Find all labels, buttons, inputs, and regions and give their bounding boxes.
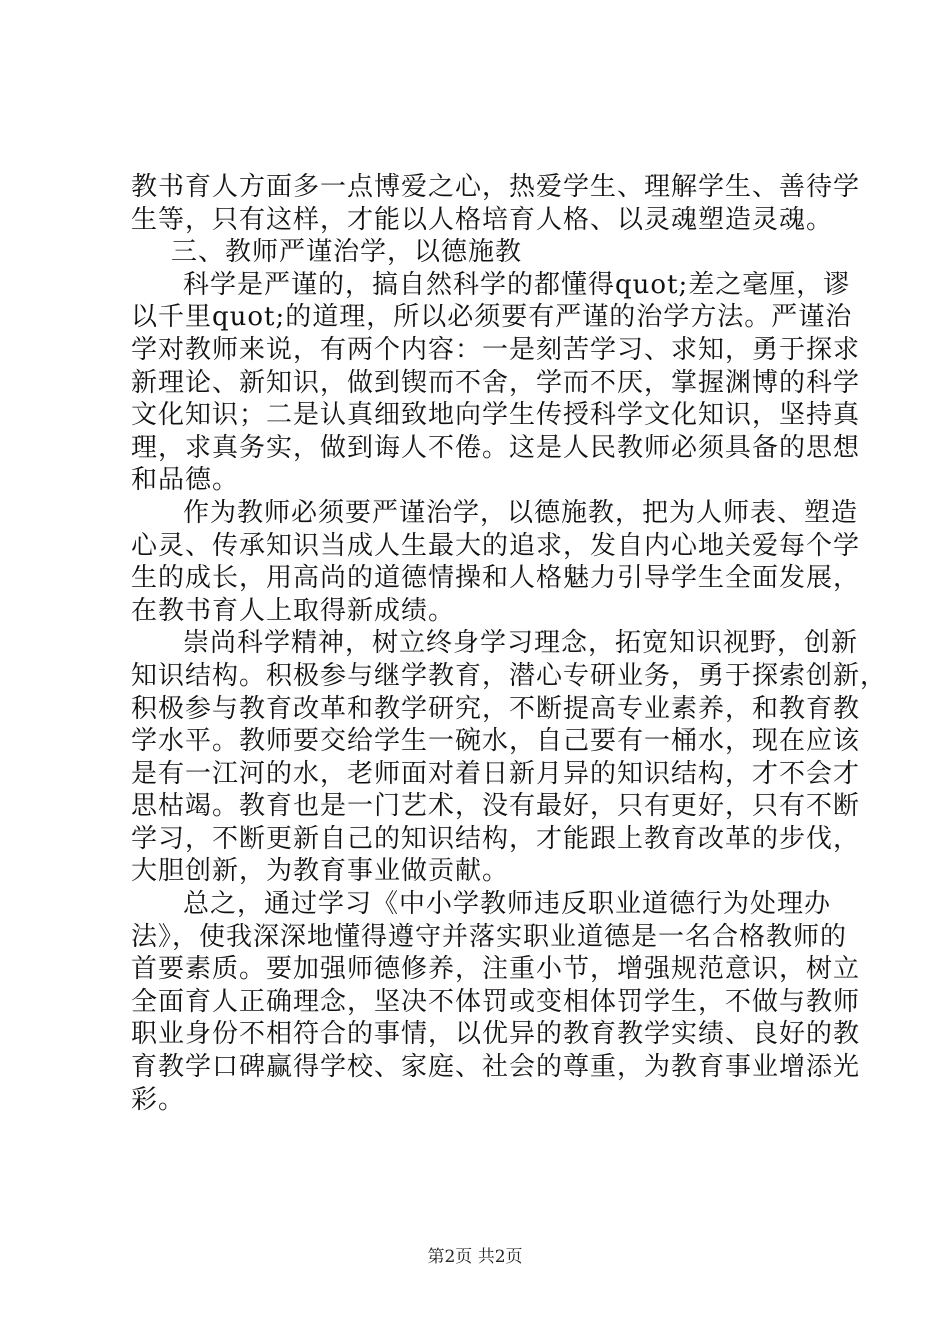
text-line: 全面育人正确理念，坚决不体罚或变相体罚学生，不做与教师 [131, 986, 861, 1017]
text-line: 彩。 [131, 1084, 186, 1115]
text-line: 科学是严谨的，搞自然科学的都懂得quot;差之毫厘，谬 [183, 269, 851, 300]
text-line: 文化知识；二是认真细致地向学生传授科学文化知识，坚持真 [131, 400, 861, 431]
text-line: 理，求真务实，做到诲人不倦。这是人民教师必须具备的思想 [131, 432, 861, 463]
text-line: 大胆创新，为教育事业做贡献。 [131, 856, 510, 887]
text-line: 总之，通过学习《中小学教师违反职业道德行为处理办 [183, 889, 832, 920]
text-line: 学水平。教师要交给学生一碗水，自己要有一桶水，现在应该 [131, 726, 861, 757]
text-line: 崇尚科学精神，树立终身学习理念，拓宽知识视野，创新 [183, 628, 859, 659]
text-line: 作为教师必须要严谨治学，以德施教，把为人师表、塑造 [183, 497, 859, 528]
section-heading: 三、教师严谨治学，以德施教 [171, 237, 523, 268]
text-line: 教书育人方面多一点博爱之心，热爱学生、理解学生、善待学 [131, 172, 861, 202]
text-line: 以千里quot;的道理，所以必须要有严谨的治学方法。严谨治 [131, 302, 853, 333]
document-body [131, 171, 888, 1116]
text-line: 职业身份不相符合的事情，以优异的教育教学实绩、良好的教 [131, 1019, 861, 1050]
text-line: 心灵、传承知识当成人生最大的追求，发自内心地关爱每个学 [131, 530, 861, 561]
text-line: 生等，只有这样，才能以人格培育人格、以灵魂塑造灵魂。 [131, 204, 834, 235]
text-line: 学习，不断更新自己的知识结构，才能跟上教育改革的步伐， [131, 823, 861, 854]
text-line: 育教学口碑赢得学校、家庭、社会的尊重，为教育事业增添光 [131, 1052, 861, 1083]
text-line: 和品德。 [131, 465, 240, 496]
text-line: 思枯竭。教育也是一门艺术，没有最好，只有更好，只有不断 [131, 791, 861, 822]
page-number-footer: 第2页 共2页 [427, 1247, 523, 1267]
text-line: 新理论、新知识，做到锲而不舍，学而不厌，掌握渊博的科学 [131, 367, 861, 398]
text-line: 学对教师来说，有两个内容：一是刻苦学习、求知，勇于探求 [131, 334, 861, 365]
text-line: 首要素质。要加强师德修养，注重小节，增强规范意识，树立 [131, 954, 861, 985]
text-line: 在教书育人上取得新成绩。 [131, 595, 456, 626]
text-line: 积极参与教育改革和教学研究，不断提高专业素养，和教育教 [131, 693, 861, 724]
text-line: 法》，使我深深地懂得遵守并落实职业道德是一名合格教师的 [131, 921, 848, 952]
text-line: 是有一江河的水，老师面对着日新月异的知识结构，才不会才 [131, 758, 861, 789]
text-line: 生的成长，用高尚的道德情操和人格魅力引导学生全面发展， [131, 563, 861, 594]
text-line: 知识结构。积极参与继学教育，潜心专研业务，勇于探索创新， [131, 660, 888, 691]
